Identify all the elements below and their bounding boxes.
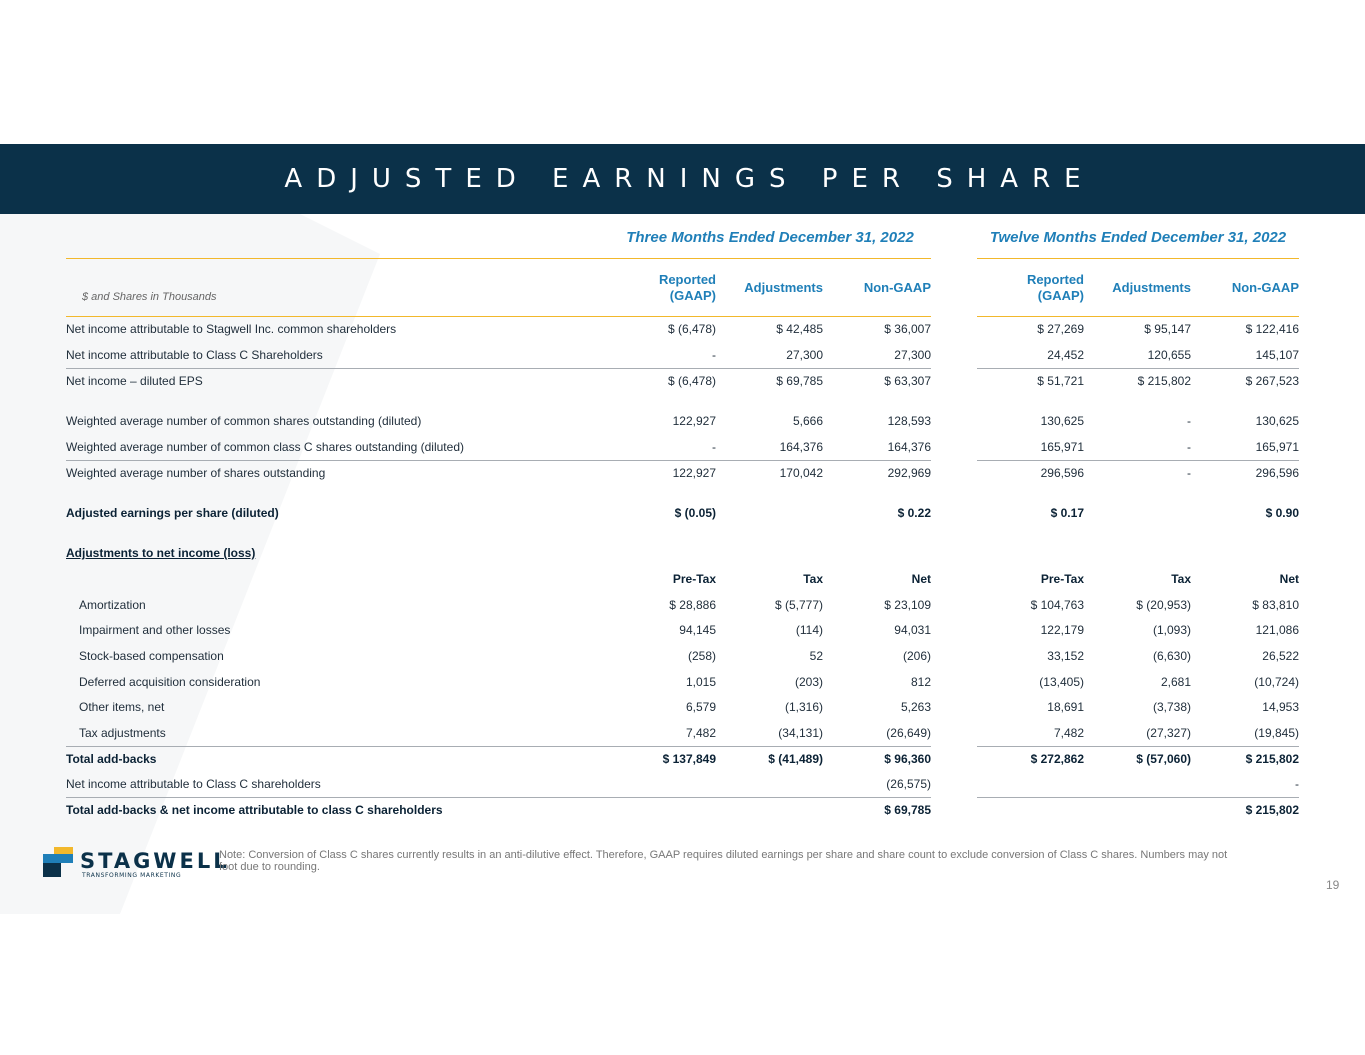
row-label: Stock-based compensation <box>79 649 224 663</box>
header-pretax-3m: Pre-Tax <box>672 572 716 586</box>
cell: $ 27,269 <box>1037 322 1084 336</box>
cell: $ 215,802 <box>1137 374 1191 388</box>
cell: 94,031 <box>894 623 931 637</box>
cell: $ (0.05) <box>674 506 716 520</box>
cell: 26,522 <box>1262 649 1299 663</box>
cell: 812 <box>910 675 931 689</box>
cell: (10,724) <box>1254 675 1299 689</box>
page-number: 19 <box>1326 878 1340 892</box>
row-label: Other items, net <box>79 700 165 714</box>
cell: 121,086 <box>1255 623 1299 637</box>
cell: 1,015 <box>685 675 716 689</box>
row-label-total-with-class-c: Total add-backs & net income attributable to class C shareholders <box>66 803 443 817</box>
cell: 33,152 <box>1047 649 1084 663</box>
cell: 130,625 <box>1040 414 1084 428</box>
title-banner <box>0 144 1365 214</box>
row-label: Net income attributable to Class C Shareholders <box>66 348 323 362</box>
cell: (114) <box>795 623 823 637</box>
header-nongaap-3m: Non-GAAP <box>863 280 931 295</box>
row-rule <box>66 368 931 369</box>
cell: $ 0.90 <box>1265 506 1299 520</box>
row-label: Net income – diluted EPS <box>66 374 203 388</box>
cell: 7,482 <box>1053 726 1084 740</box>
header-net-12m: Net <box>1279 572 1299 586</box>
cell: $ 215,802 <box>1245 803 1299 817</box>
cell: 7,482 <box>685 726 716 740</box>
cell: (3,738) <box>1152 700 1191 714</box>
cell: (206) <box>902 649 931 663</box>
cell: $ 267,523 <box>1245 374 1299 388</box>
cell: 128,593 <box>887 414 931 428</box>
cell: (13,405) <box>1039 675 1084 689</box>
cell: $ 104,763 <box>1030 598 1084 612</box>
cell: $ 63,307 <box>884 374 931 388</box>
cell: (27,327) <box>1146 726 1191 740</box>
header-rule-left <box>66 316 931 317</box>
cell: $ 83,810 <box>1252 598 1299 612</box>
cell: $ 28,886 <box>669 598 716 612</box>
header-rule-right <box>977 316 1299 317</box>
row-rule <box>66 746 931 747</box>
row-rule <box>977 460 1299 461</box>
cell: $ (20,953) <box>1136 598 1191 612</box>
cell: 120,655 <box>1147 348 1191 362</box>
cell: $ 42,485 <box>776 322 823 336</box>
header-adjustments-12m: Adjustments <box>1112 280 1191 295</box>
cell: 122,179 <box>1040 623 1084 637</box>
cell: 24,452 <box>1047 348 1084 362</box>
cell: 122,927 <box>672 414 716 428</box>
cell: (258) <box>687 649 716 663</box>
cell: $ (57,060) <box>1136 752 1191 766</box>
cell: 27,300 <box>786 348 823 362</box>
gold-rule-left <box>66 258 931 259</box>
header-net-3m: Net <box>911 572 931 586</box>
header-tax-3m: Tax <box>803 572 823 586</box>
cell: (6,630) <box>1152 649 1191 663</box>
cell: 170,042 <box>779 466 823 480</box>
cell: $ (41,489) <box>768 752 823 766</box>
cell: - <box>1295 777 1299 791</box>
logo-wordmark: STAGWELL <box>80 849 230 873</box>
row-label: Weighted average number of common shares outstanding (diluted) <box>66 414 422 428</box>
cell: $ 215,802 <box>1245 752 1299 766</box>
cell: $ 95,147 <box>1144 322 1191 336</box>
cell: $ 0.17 <box>1050 506 1084 520</box>
cell: $ (6,478) <box>667 374 716 388</box>
header-tax-12m: Tax <box>1171 572 1191 586</box>
row-rule <box>66 460 931 461</box>
cell: $ (5,777) <box>774 598 823 612</box>
period-three-months: Three Months Ended December 31, 2022 <box>626 229 914 246</box>
header-reported-3m: Reported (GAAP) <box>658 272 716 303</box>
cell: 5,666 <box>792 414 823 428</box>
cell: $ (6,478) <box>667 322 716 336</box>
row-label: Weighted average number of shares outstanding <box>66 466 326 480</box>
row-rule <box>977 368 1299 369</box>
gold-rule-right <box>977 258 1299 259</box>
row-rule <box>66 797 931 798</box>
cell: (203) <box>794 675 823 689</box>
row-label: Amortization <box>79 598 146 612</box>
cell: $ 69,785 <box>884 803 931 817</box>
cell: $ 51,721 <box>1037 374 1084 388</box>
row-label: Tax adjustments <box>79 726 166 740</box>
header-nongaap-12m: Non-GAAP <box>1231 280 1299 295</box>
cell: (26,575) <box>886 777 931 791</box>
cell: 164,376 <box>779 440 823 454</box>
row-label: Deferred acquisition consideration <box>79 675 261 689</box>
cell: (26,649) <box>886 726 931 740</box>
section-heading-adjustments: Adjustments to net income (loss) <box>66 546 256 560</box>
row-label-adjusted-eps: Adjusted earnings per share (diluted) <box>66 506 279 520</box>
header-pretax-12m: Pre-Tax <box>1040 572 1084 586</box>
cell: 6,579 <box>685 700 716 714</box>
header-reported-12m: Reported (GAAP) <box>1026 272 1084 303</box>
cell: $ 36,007 <box>884 322 931 336</box>
stagwell-logo <box>40 846 230 882</box>
row-label: Weighted average number of common class C shares outstanding (diluted) <box>66 440 464 454</box>
cell: 5,263 <box>900 700 931 714</box>
cell: (19,845) <box>1254 726 1299 740</box>
cell: (1,316) <box>784 700 823 714</box>
row-rule <box>977 797 1299 798</box>
cell: 2,681 <box>1160 675 1191 689</box>
period-twelve-months: Twelve Months Ended December 31, 2022 <box>989 229 1287 246</box>
cell: 296,596 <box>1255 466 1299 480</box>
cell: - <box>1187 440 1191 454</box>
cell: - <box>712 348 716 362</box>
cell: $ 272,862 <box>1030 752 1084 766</box>
row-label: Net income attributable to Class C shareholders <box>66 777 321 791</box>
row-label: Net income attributable to Stagwell Inc. common shareholders <box>66 322 397 336</box>
cell: $ 96,360 <box>884 752 931 766</box>
row-label: Impairment and other losses <box>79 623 231 637</box>
row-label-total-addbacks: Total add-backs <box>66 752 157 766</box>
units-label: $ and Shares in Thousands <box>82 291 217 303</box>
cell: $ 23,109 <box>884 598 931 612</box>
cell: 52 <box>809 649 823 663</box>
cell: 18,691 <box>1047 700 1084 714</box>
cell: 292,969 <box>887 466 931 480</box>
cell: - <box>1187 414 1191 428</box>
cell: 14,953 <box>1262 700 1299 714</box>
cell: $ 0.22 <box>897 506 931 520</box>
row-rule <box>977 746 1299 747</box>
cell: - <box>1187 466 1191 480</box>
cell: $ 122,416 <box>1245 322 1299 336</box>
cell: 165,971 <box>1040 440 1084 454</box>
cell: 94,145 <box>679 623 716 637</box>
cell: 27,300 <box>894 348 931 362</box>
cell: - <box>712 440 716 454</box>
cell: 164,376 <box>887 440 931 454</box>
cell: 122,927 <box>672 466 716 480</box>
cell: $ 69,785 <box>776 374 823 388</box>
cell: 130,625 <box>1255 414 1299 428</box>
cell: (1,093) <box>1152 623 1191 637</box>
cell: (34,131) <box>778 726 823 740</box>
footnote: Note: Conversion of Class C shares currently results in an anti-dilutive effect. Therefore, GAAP requires diluted earnings per share and share count to exclude conversion of Class C shares. Numbers may not foot due to rounding. <box>219 849 1228 873</box>
header-adjustments-3m: Adjustments <box>744 280 823 295</box>
cell: 165,971 <box>1255 440 1299 454</box>
cell: 296,596 <box>1040 466 1084 480</box>
cell: $ 137,849 <box>662 752 716 766</box>
cell: 145,107 <box>1255 348 1299 362</box>
page-title: ADJUSTED EARNINGS PER SHARE <box>284 164 1095 194</box>
logo-tagline: TRANSFORMING MARKETING <box>82 872 182 879</box>
stagwell-mark-icon <box>40 846 76 880</box>
